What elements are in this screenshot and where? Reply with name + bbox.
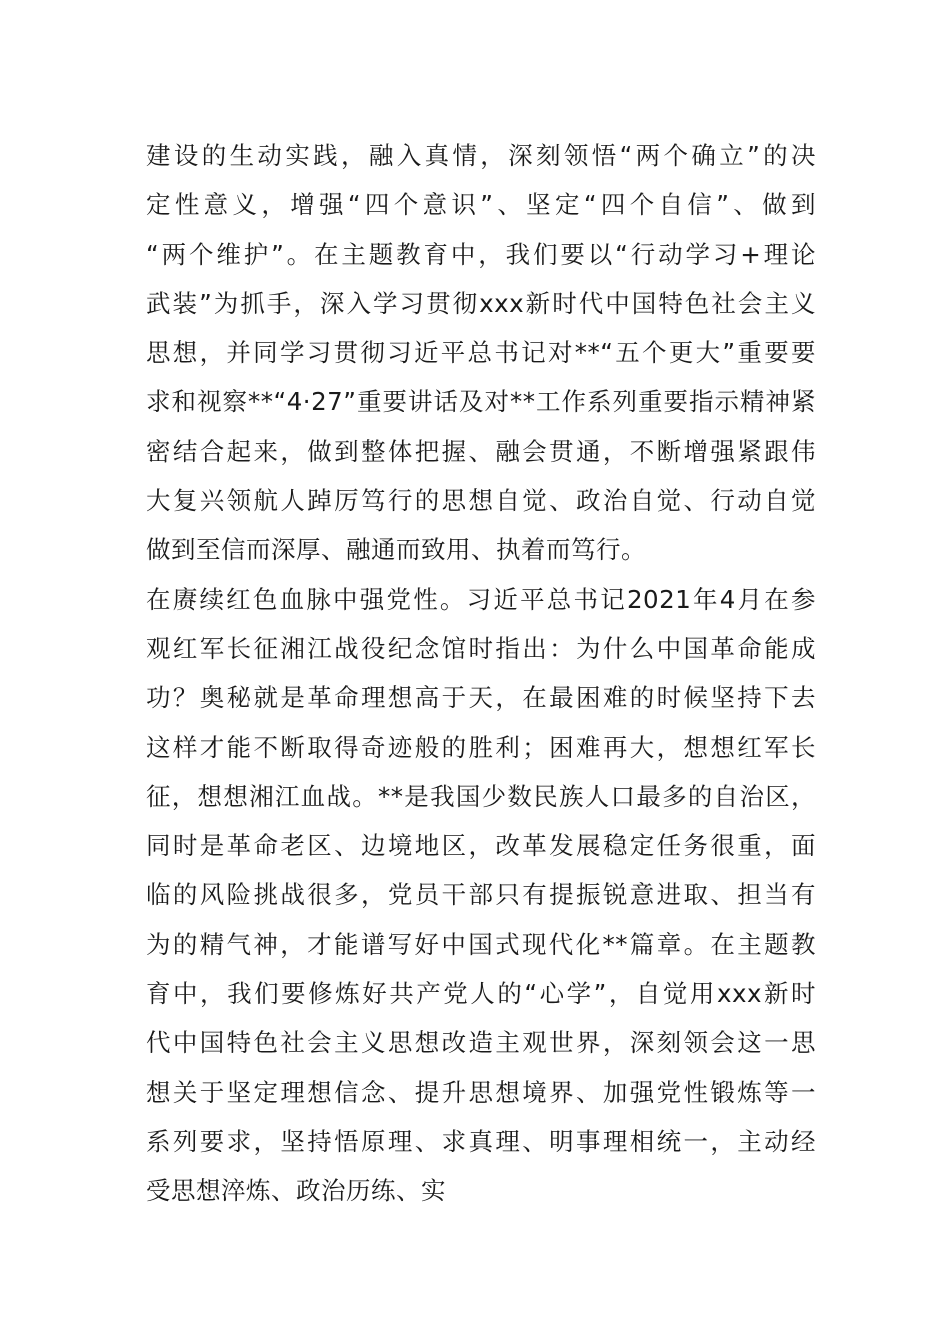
text-line: 做到至信而深厚、融通而致用、执着而笃行。 bbox=[146, 535, 646, 565]
text-line: 为的精气神，才能谱写好中国式现代化**篇章。在主题教 bbox=[146, 929, 816, 959]
text-line: 密结合起来，做到整体把握、融会贯通，不断增强紧跟伟 bbox=[146, 436, 816, 466]
text-line: 临的风险挑战很多，党员干部只有提振锐意进取、担当有 bbox=[146, 880, 816, 910]
text-line: 同时是革命老区、边境地区，改革发展稳定任务很重，面 bbox=[146, 831, 816, 861]
body-text bbox=[146, 131, 816, 1216]
text-line: 育中，我们要修炼好共产党人的“心学”，自觉用xxx新时 bbox=[146, 979, 816, 1009]
text-line: 征，想想湘江血战。**是我国少数民族人口最多的自治区， bbox=[146, 781, 816, 811]
text-line: 求和视察**“4·27”重要讲话及对**工作系列重要指示精神紧 bbox=[146, 387, 816, 417]
text-line: 系列要求，坚持悟原理、求真理、明事理相统一，主动经 bbox=[146, 1126, 816, 1156]
text-line: 受思想淬炼、政治历练、实 bbox=[146, 1176, 446, 1206]
text-line: 武装”为抓手，深入学习贯彻xxx新时代中国特色社会主义 bbox=[146, 288, 816, 318]
text-line: 定性意义，增强“四个意识”、坚定“四个自信”、做到 bbox=[146, 190, 816, 220]
text-line: 功？奥秘就是革命理想高于天，在最困难的时候坚持下去 bbox=[146, 683, 816, 713]
text-line: 大复兴领航人踔厉笃行的思想自觉、政治自觉、行动自觉 bbox=[146, 486, 816, 516]
text-line: 想关于坚定理想信念、提升思想境界、加强党性锻炼等一 bbox=[146, 1077, 816, 1107]
text-line: 建设的生动实践，融入真情，深刻领悟“两个确立”的决 bbox=[146, 141, 816, 170]
text-line: 思想，并同学习贯彻习近平总书记对**“五个更大”重要要 bbox=[146, 338, 816, 368]
text-line: 在赓续红色血脉中强党性。习近平总书记2021年4月在参 bbox=[146, 584, 816, 614]
text-line: “两个维护”。在主题教育中，我们要以“行动学习+理论 bbox=[146, 239, 816, 269]
text-line: 这样才能不断取得奇迹般的胜利；困难再大，想想红军长 bbox=[146, 732, 816, 762]
text-line: 代中国特色社会主义思想改造主观世界，深刻领会这一思 bbox=[146, 1028, 816, 1058]
text-line: 观红军长征湘江战役纪念馆时指出：为什么中国革命能成 bbox=[146, 633, 816, 663]
